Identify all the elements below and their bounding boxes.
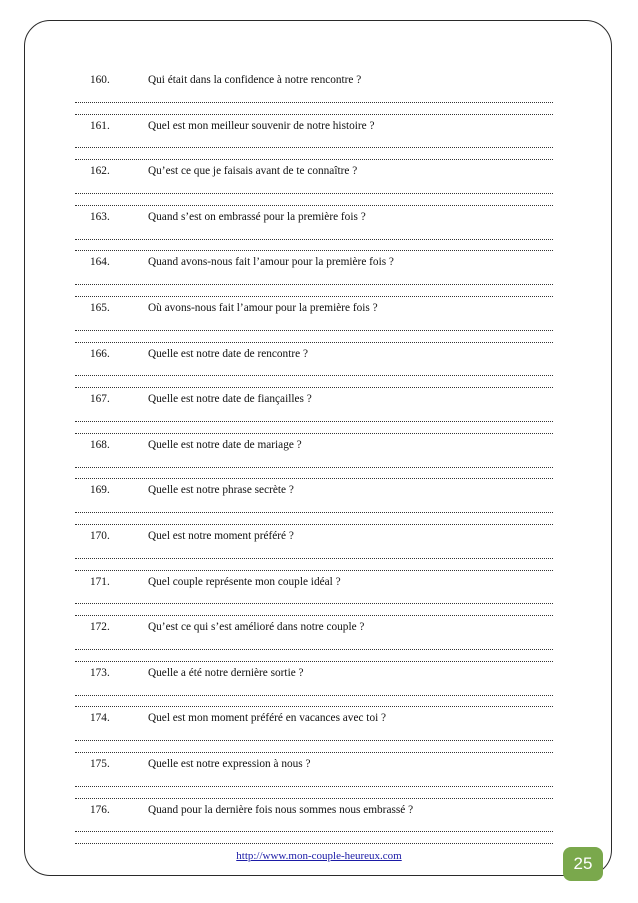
question-text: Quel couple représente mon couple idéal ? xyxy=(148,575,341,588)
question-row xyxy=(75,572,553,592)
website-link[interactable]: http://www.mon-couple-heureux.com xyxy=(236,850,402,862)
question-text: Quelle est notre phrase secrète ? xyxy=(148,484,294,497)
answer-line[interactable] xyxy=(75,272,553,285)
answer-line[interactable] xyxy=(75,364,553,377)
question-number: 171. xyxy=(90,575,110,588)
answer-line[interactable] xyxy=(75,559,553,571)
question-row xyxy=(75,161,553,181)
answer-line[interactable] xyxy=(75,148,553,160)
answer-line[interactable] xyxy=(75,683,553,696)
question-text: Quand avons-nous fait l’amour pour la première fois ? xyxy=(148,256,394,269)
question-row xyxy=(75,526,553,546)
question-text: Quel est notre moment préféré ? xyxy=(148,529,294,542)
answer-line[interactable] xyxy=(75,513,553,525)
question-number: 168. xyxy=(90,438,110,451)
question-number: 167. xyxy=(90,393,110,406)
question-text: Quelle est notre date de mariage ? xyxy=(148,438,302,451)
question-number: 161. xyxy=(90,119,110,132)
answer-line[interactable] xyxy=(75,136,553,149)
question-item xyxy=(75,207,553,253)
answer-line[interactable] xyxy=(75,181,553,194)
question-item xyxy=(75,708,553,754)
question-text: Quelle est notre expression à nous ? xyxy=(148,757,311,770)
question-item xyxy=(75,389,553,435)
answer-line[interactable] xyxy=(75,194,553,206)
question-text: Quelle est notre date de fiançailles ? xyxy=(148,393,312,406)
question-number: 164. xyxy=(90,256,110,269)
answer-line[interactable] xyxy=(75,240,553,252)
question-number: 169. xyxy=(90,484,110,497)
answer-line[interactable] xyxy=(75,741,553,753)
question-text: Quand s’est on embrassé pour la première fois ? xyxy=(148,210,366,223)
question-row xyxy=(75,70,553,90)
question-text: Quelle a été notre dernière sortie ? xyxy=(148,666,304,679)
question-row xyxy=(75,207,553,227)
question-number: 174. xyxy=(90,712,110,725)
question-row xyxy=(75,344,553,364)
question-item xyxy=(75,480,553,526)
question-text: Qu’est ce que je faisais avant de te connaître ? xyxy=(148,165,358,178)
question-row xyxy=(75,708,553,728)
question-row xyxy=(75,435,553,455)
answer-line[interactable] xyxy=(75,604,553,616)
question-row xyxy=(75,389,553,409)
question-text: Quand pour la dernière fois nous sommes nous embrassé ? xyxy=(148,803,414,816)
question-row xyxy=(75,480,553,500)
question-number: 170. xyxy=(90,529,110,542)
answer-line[interactable] xyxy=(75,318,553,331)
answer-line[interactable] xyxy=(75,696,553,708)
question-item xyxy=(75,70,553,116)
question-item xyxy=(75,572,553,618)
question-number: 176. xyxy=(90,803,110,816)
answer-line[interactable] xyxy=(75,650,553,662)
question-item xyxy=(75,800,553,846)
question-item xyxy=(75,116,553,162)
question-number: 163. xyxy=(90,210,110,223)
question-row xyxy=(75,617,553,637)
answer-line[interactable] xyxy=(75,227,553,240)
answer-line[interactable] xyxy=(75,285,553,297)
answer-line[interactable] xyxy=(75,592,553,605)
question-text: Quelle est notre date de rencontre ? xyxy=(148,347,308,360)
page-number-badge: 25 xyxy=(563,847,603,881)
answer-line[interactable] xyxy=(75,422,553,434)
question-row xyxy=(75,754,553,774)
question-item xyxy=(75,435,553,481)
question-row xyxy=(75,298,553,318)
question-item xyxy=(75,161,553,207)
answer-line[interactable] xyxy=(75,90,553,103)
answer-line[interactable] xyxy=(75,103,553,115)
question-number: 173. xyxy=(90,666,110,679)
answer-line[interactable] xyxy=(75,728,553,741)
question-text: Quel est mon meilleur souvenir de notre histoire ? xyxy=(148,119,375,132)
answer-line[interactable] xyxy=(75,787,553,799)
question-item xyxy=(75,298,553,344)
answer-line[interactable] xyxy=(75,468,553,480)
question-number: 162. xyxy=(90,165,110,178)
question-item xyxy=(75,252,553,298)
question-row xyxy=(75,252,553,272)
answer-line[interactable] xyxy=(75,455,553,468)
question-item xyxy=(75,754,553,800)
question-text: Quel est mon moment préféré en vacances avec toi ? xyxy=(148,712,387,725)
question-number: 175. xyxy=(90,757,110,770)
question-item xyxy=(75,617,553,663)
question-item xyxy=(75,344,553,390)
answer-line[interactable] xyxy=(75,820,553,833)
question-item xyxy=(75,663,553,709)
question-number: 160. xyxy=(90,74,110,86)
question-row xyxy=(75,663,553,683)
question-text: Qu’est ce qui s’est amélioré dans notre couple ? xyxy=(148,621,365,634)
question-text: Qui était dans la confidence à notre rencontre ? xyxy=(148,74,362,86)
question-number: 166. xyxy=(90,347,110,360)
question-number: 165. xyxy=(90,301,110,314)
answer-line[interactable] xyxy=(75,546,553,559)
question-row xyxy=(75,116,553,136)
answer-line[interactable] xyxy=(75,376,553,388)
question-list xyxy=(75,70,553,845)
question-row xyxy=(75,800,553,820)
answer-line[interactable] xyxy=(75,500,553,513)
question-item xyxy=(75,526,553,572)
answer-line[interactable] xyxy=(75,832,553,844)
answer-line[interactable] xyxy=(75,637,553,650)
question-number: 172. xyxy=(90,621,110,634)
question-text: Où avons-nous fait l’amour pour la première fois ? xyxy=(148,301,378,314)
answer-line[interactable] xyxy=(75,774,553,787)
answer-line[interactable] xyxy=(75,409,553,422)
answer-line[interactable] xyxy=(75,331,553,343)
